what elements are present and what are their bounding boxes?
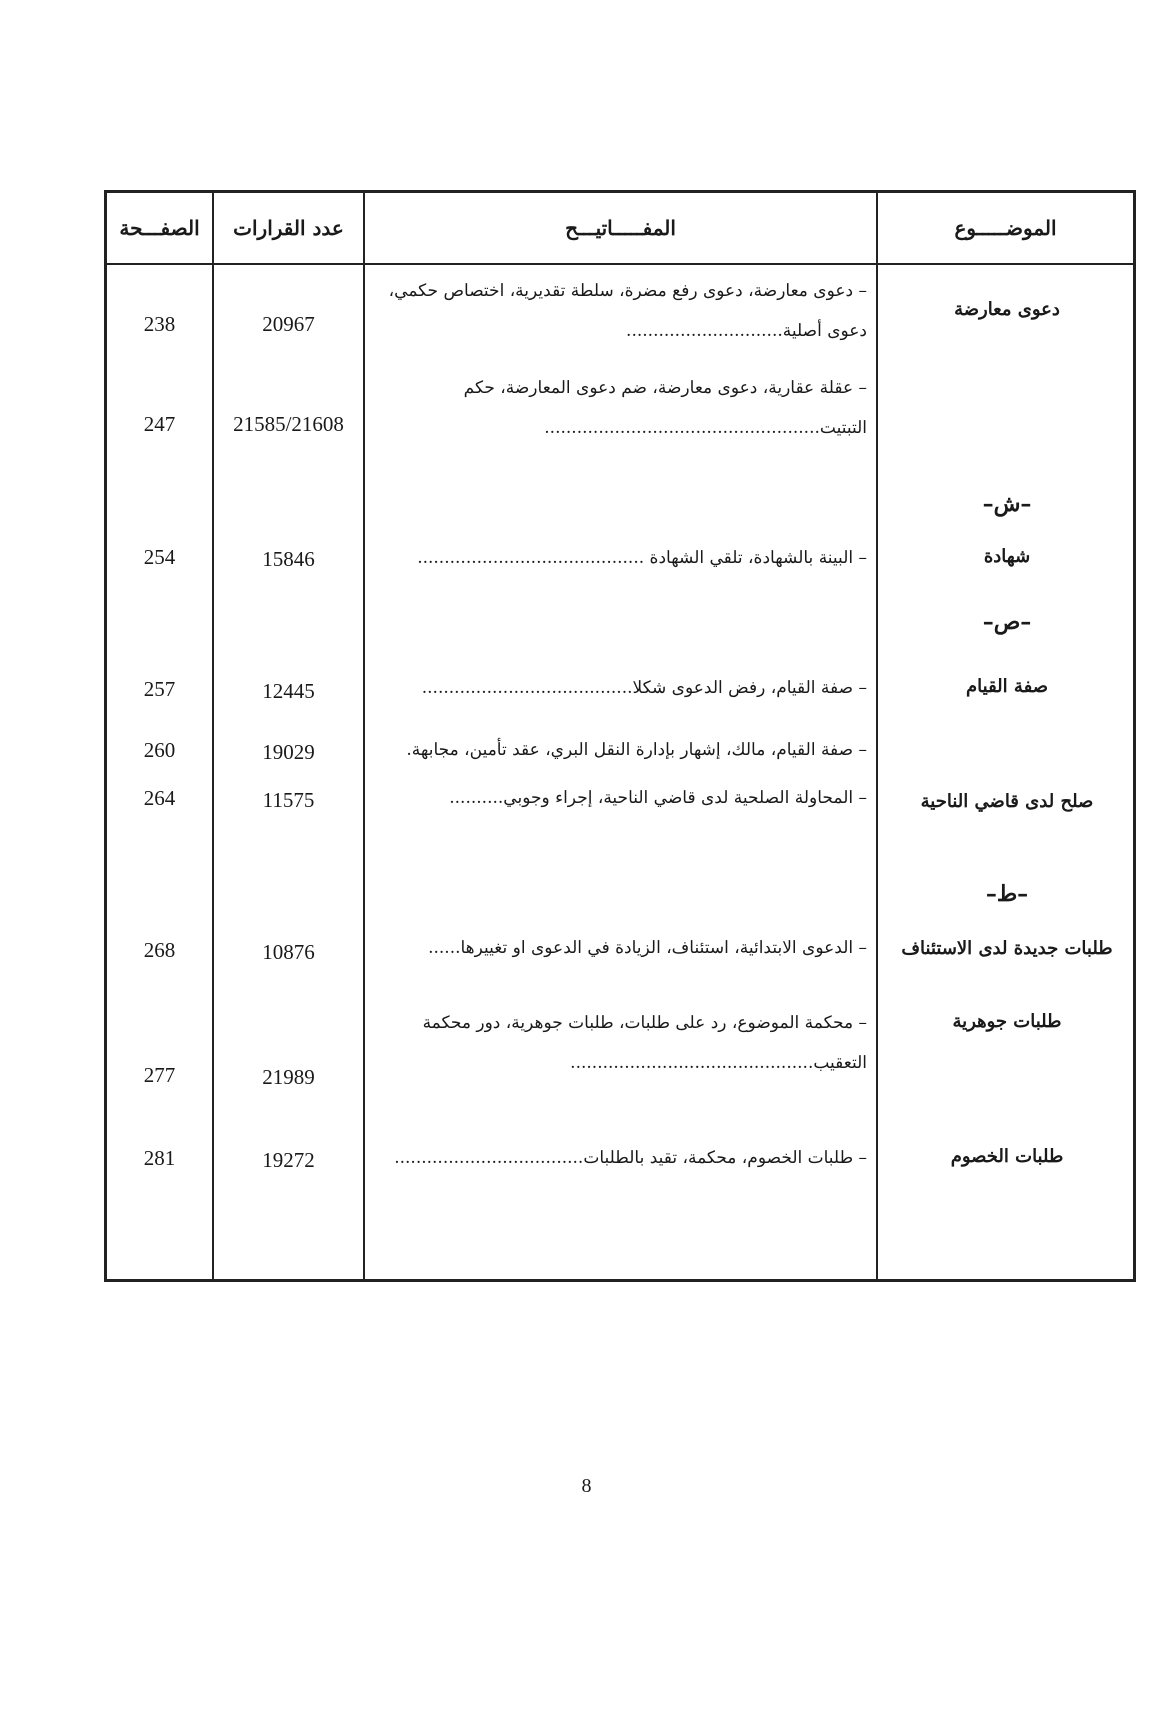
row-decision-number: 19029	[262, 740, 315, 764]
row-subject: شهادة	[983, 546, 1031, 567]
column-divider	[363, 193, 365, 1279]
row-subject: صلح لدى قاضي الناحية	[920, 791, 1094, 812]
section-letter: –ط–	[985, 881, 1029, 907]
row-decision-number: 19272	[262, 1148, 315, 1172]
header-page: الصفـــحة	[119, 216, 200, 240]
row-page-number: 281	[143, 1146, 176, 1170]
row-page-number: 260	[143, 738, 176, 762]
row-decision-number: 12445	[262, 679, 315, 703]
header-keywords: المفـــــاتيـــح	[565, 216, 676, 240]
header-subject: الموضـــــوع	[954, 216, 1057, 240]
row-decision-number: 20967	[262, 312, 315, 336]
row-decision-number: 21989	[262, 1065, 315, 1089]
row-keywords: – البينة بالشهادة، تلقي الشهادة ..........................................	[417, 548, 867, 568]
row-subject: طلبات جوهرية	[952, 1011, 1062, 1032]
row-decision-number: 15846	[262, 547, 315, 571]
row-page-number: 277	[143, 1063, 176, 1087]
row-keywords: – صفة القيام، رفض الدعوى شكلا.......................................	[421, 678, 867, 698]
row-keywords: – صفة القيام، مالك، إشهار بإدارة النقل البري، عقد تأمين، مجابهة.	[406, 740, 867, 760]
row-subject: صفة القيام	[966, 676, 1048, 697]
row-subject: طلبات الخصوم	[950, 1146, 1064, 1167]
header-decisions: عدد القرارات	[233, 216, 344, 240]
row-page-number: 254	[143, 545, 176, 569]
row-subject: دعوى معارضة	[954, 299, 1060, 320]
row-page-number: 257	[143, 677, 176, 701]
row-keywords: – عقلة عقارية، دعوى معارضة، ضم دعوى المعارضة، حكم التبتيت...................................................	[463, 378, 867, 438]
row-keywords: – دعوى معارضة، دعوى رفع مضرة، سلطة تقديرية، اختصاص حكمي، دعوى أصلية.............................	[388, 281, 867, 341]
row-keywords: – الدعوى الابتدائية، استئناف، الزيادة في الدعوى او تغييرها......	[428, 938, 867, 958]
page-number: 8	[581, 1475, 592, 1497]
row-page-number: 264	[143, 786, 176, 810]
row-decision-number: 21585/21608	[233, 412, 344, 436]
row-decision-number: 10876	[262, 940, 315, 964]
row-keywords: – محكمة الموضوع، رد على طلبات، طلبات جوهرية، دور محكمة التعقيب.............................................	[422, 1013, 867, 1073]
row-page-number: 247	[143, 412, 176, 436]
row-page-number: 268	[143, 938, 176, 962]
row-subject: طلبات جديدة لدى الاستئناف	[901, 938, 1113, 959]
row-decision-number: 11575	[262, 788, 315, 812]
header-divider	[107, 263, 1133, 265]
row-page-number: 238	[143, 312, 176, 336]
section-letter: –ش–	[982, 491, 1032, 517]
row-keywords: – المحاولة الصلحية لدى قاضي الناحية، إجراء وجوبي..........	[449, 788, 867, 808]
section-letter: –ص–	[982, 609, 1032, 635]
row-keywords: – طلبات الخصوم، محكمة، تقيد بالطلبات...................................	[394, 1148, 867, 1168]
column-divider	[876, 193, 878, 1279]
index-table	[104, 190, 1136, 1282]
